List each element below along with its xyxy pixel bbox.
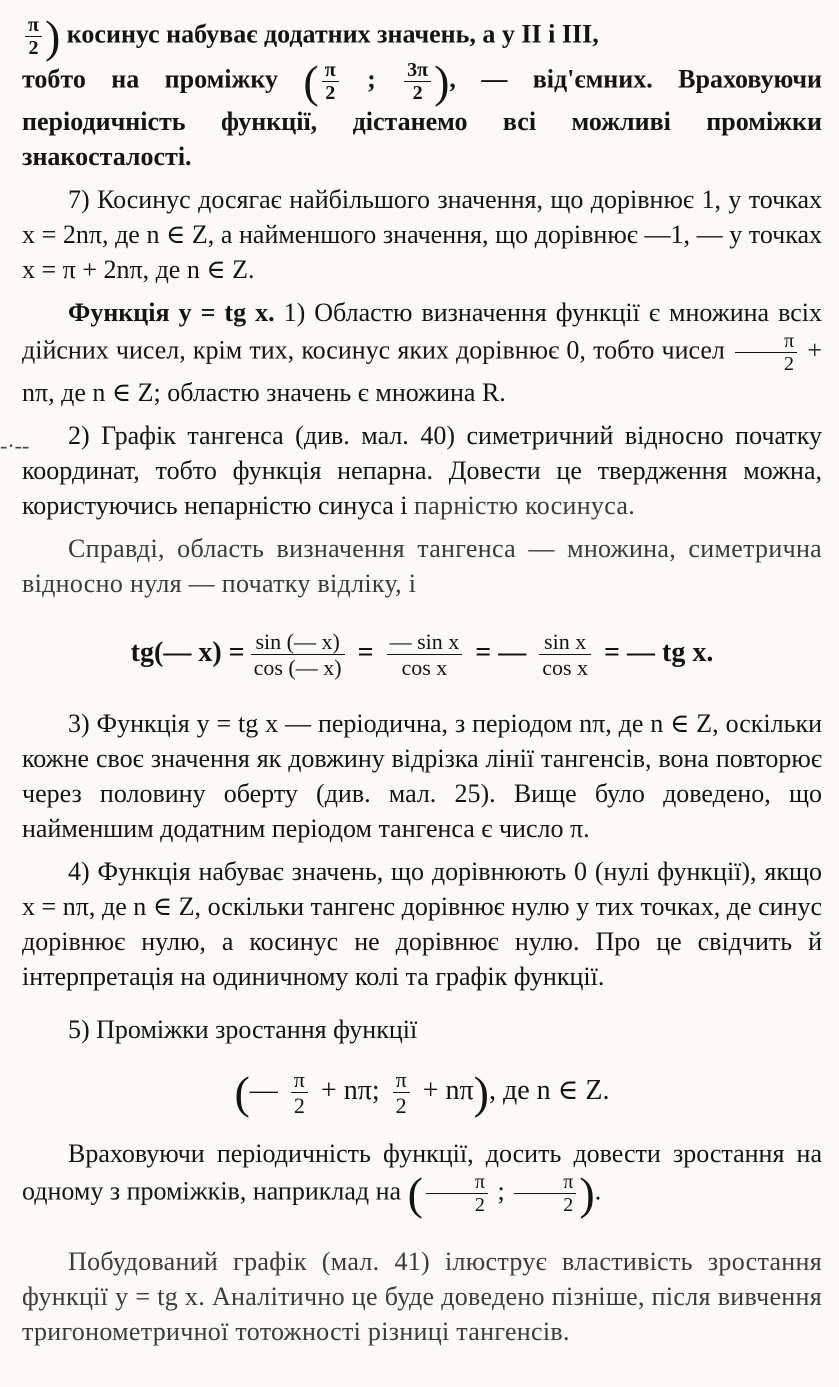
paragraph-graph-illustrates: Побудований графік (мал. 41) ілюструє властивість зростання функції y = tg x. Аналітично це буде доведено пізніше, після вивчення тригонометричної тотожності різниці тангенсів.	[22, 1247, 822, 1347]
paragraph-tangent-odd: 2) Графік тангенса (див. мал. 40) симетричний відносно початку координат, тобто функція непарна. Довести це твердження можна, користуючись непарністю синуса і парністю косинуса.	[22, 421, 822, 520]
fraction: $\frac{3\pi}{2}$	[404, 59, 431, 104]
paragraph-tangent-zeros: 4) Функція набуває значень, що дорівнюють 0 (нулі функції), якщо x = nπ, де n ∈ Z, оскільки тангенс дорівнює нулю у тих точках, де синус дорівнює нулю, а косинус не дорівнює нулю. Про це свідчить й інтерпретація на одиничному колі та графік функції.	[22, 857, 822, 992]
formula-tg-odd: tg(— x) = $\frac{\sin (— x)}{\cos (— x)}$ = $\frac{\text{— sin x}}{\text{cos x}}$ = — $\frac{\text{sin x}}{\text{cos x}}$ = — tg x.	[130, 629, 714, 681]
paragraph-cosine-extrema: 7) Косинус досягає найбільшого значення, що дорівнює 1, у точках x = 2nπ, де n ∈ Z, а найменшого значення, що дорівнює —1, — у точках x = π + 2nπ, де n ∈ Z.	[22, 185, 822, 284]
margin-mark: -·--	[0, 433, 30, 458]
paragraph-periodicity-proof: Враховуючи періодичність функції, досить довести зростання на одному з проміжків, наприклад на ( $\frac{\pi}{2}$ ; $\frac{\pi}{2}$ ).	[22, 1139, 822, 1220]
fraction: $\frac{\pi}{2}$	[735, 330, 797, 375]
paragraph-proof-intro: Справді, область визначення тангенса — множина, симетрична відносно нуля — початку відліку, і	[22, 534, 822, 598]
formula-increase-interval: (— $\frac{\pi}{2}$ + nπ; $\frac{\pi}{2}$ + nπ), де n ∈ Z.	[234, 1067, 610, 1119]
fraction: $\frac{\pi}{2}$	[25, 14, 42, 59]
paragraph-tangent-periodic: 3) Функція y = tg x — періодична, з періодом nπ, де n ∈ Z, оскільки кожне своє значення як довжину відрізка лінії тангенсів, вона повторює через половину оберту (див. мал. 25). Вище було доведено, що найменшим додатним періодом тангенса є число π.	[22, 709, 822, 844]
document-page	[22, 11, 822, 1349]
section-heading: Функція y = tg x.	[68, 298, 275, 327]
paragraph-cosine-signs: $\frac{\pi}{2}$ ) косинус набуває додатних значень, а у II і III, тобто на проміжку ( $\frac{\pi}{2}$ ; $\frac{3\pi}{2}$ ), — від'ємних. Враховуючи періодичність функції, дістанемо всі можливі проміжки знакосталості.	[22, 11, 822, 171]
paragraph-tangent-domain: Функція y = tg x. 1) Областю визначення функції є множина всіх дійсних чисел, крім тих, косинус яких дорівнює 0, тобто чисел $\frac{\pi}{2}$ + nπ, де n ∈ Z; областю значень є множина R.	[22, 298, 822, 407]
paragraph-increase-intervals: 5) Проміжки зростання функції	[68, 1015, 418, 1045]
fraction: $\frac{\pi}{2}$	[322, 59, 339, 104]
